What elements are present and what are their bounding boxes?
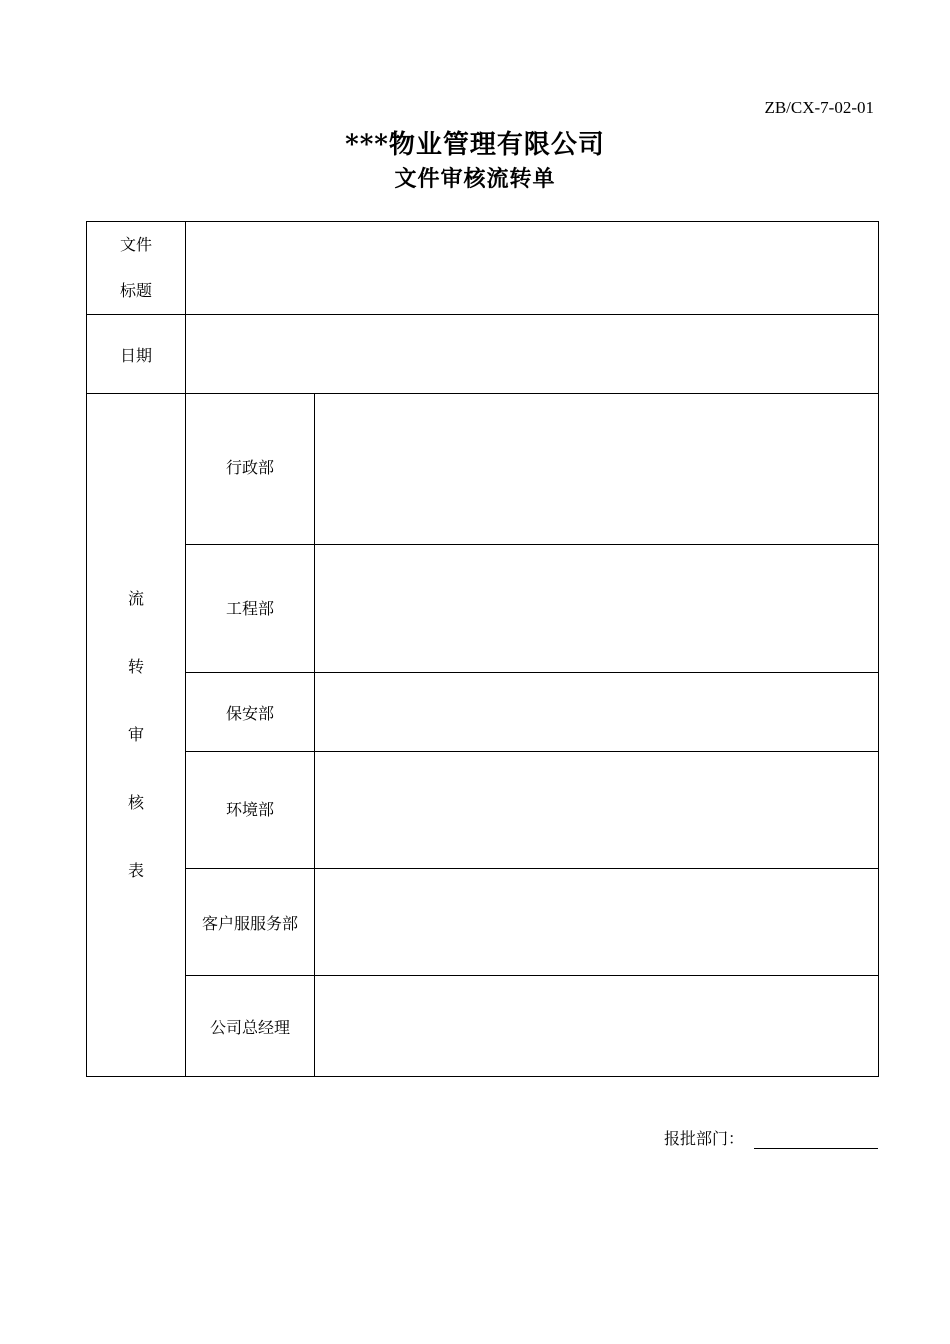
department-opinion-field[interactable] <box>315 394 879 545</box>
flow-label-char: 流 <box>127 589 144 608</box>
flow-label-char: 转 <box>127 657 144 676</box>
date-label: 日期 <box>87 315 186 394</box>
document-code: ZB/CX-7-02-01 <box>764 98 874 117</box>
table-row <box>87 752 879 869</box>
department-name: 客户服服务部 <box>186 869 315 976</box>
department-name: 保安部 <box>186 673 315 752</box>
submit-department-label: 报批部门： <box>663 1129 744 1148</box>
flow-label-char: 表 <box>127 861 144 880</box>
form-title: 文件审核流转单 <box>394 166 556 192</box>
department-name: 工程部 <box>186 545 315 673</box>
department-opinion-field[interactable] <box>315 545 879 673</box>
department-opinion-field[interactable] <box>315 976 879 1077</box>
date-field[interactable] <box>186 315 879 394</box>
file-title-label <box>87 222 186 315</box>
table-row <box>87 394 879 545</box>
department-name: 公司总经理 <box>186 976 315 1077</box>
table-row <box>87 869 879 976</box>
file-title-label-line1: 文件 <box>119 235 152 254</box>
department-name: 环境部 <box>186 752 315 869</box>
table-row <box>87 545 879 673</box>
table-row <box>87 976 879 1077</box>
department-opinion-field[interactable] <box>315 673 879 752</box>
flow-review-label <box>87 394 186 1077</box>
submit-department <box>664 1126 878 1149</box>
file-title-label-line2: 标题 <box>119 281 152 300</box>
company-title: ***物业管理有限公司 <box>345 130 605 160</box>
review-form-table <box>86 221 879 1077</box>
department-name: 行政部 <box>186 394 315 545</box>
flow-label-char: 核 <box>127 793 144 812</box>
flow-label-char: 审 <box>127 725 144 744</box>
date-row <box>87 315 879 394</box>
file-title-field[interactable] <box>186 222 879 315</box>
department-opinion-field[interactable] <box>315 869 879 976</box>
department-opinion-field[interactable] <box>315 752 879 869</box>
file-title-row <box>87 222 879 315</box>
table-row <box>87 673 879 752</box>
submit-department-field[interactable] <box>754 1130 878 1149</box>
